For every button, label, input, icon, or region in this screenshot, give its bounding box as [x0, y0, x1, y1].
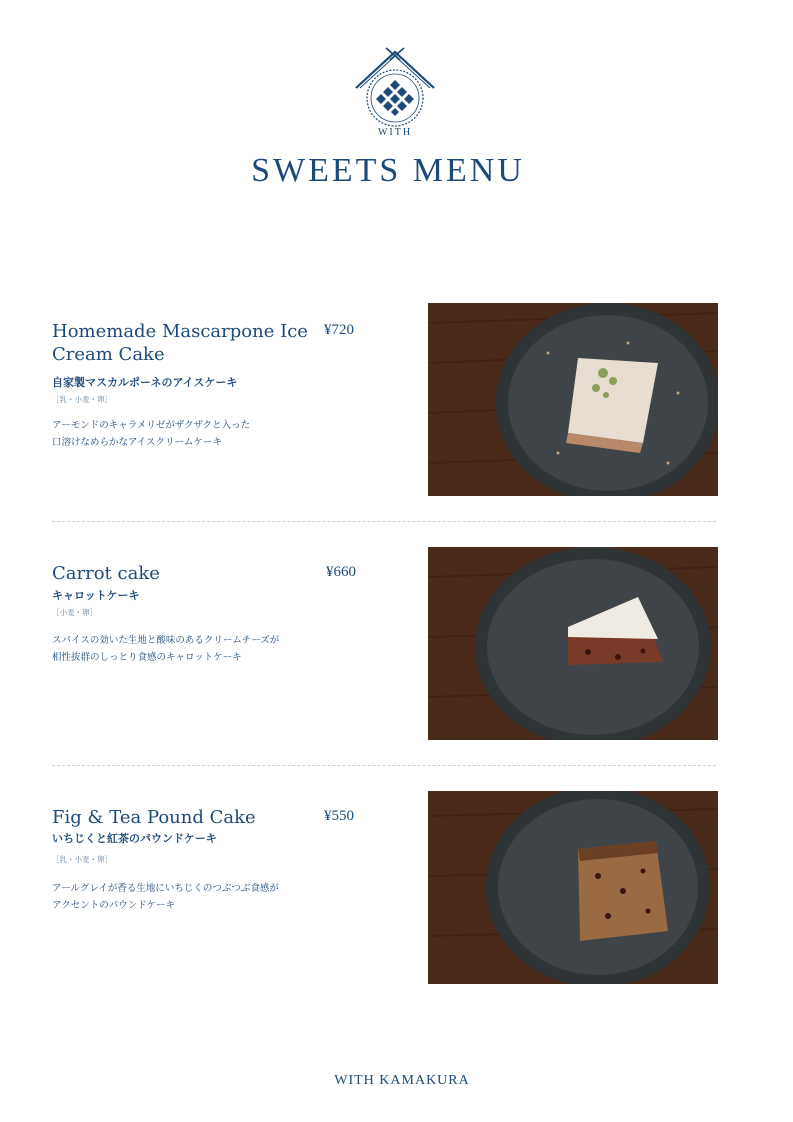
- carrot-cake-photo: [428, 547, 718, 740]
- pound-cake-photo: [428, 791, 718, 984]
- item-allergens: ［乳・小麦・卵］: [52, 395, 112, 404]
- item-name-ja: キャロットケーキ: [52, 589, 140, 602]
- item-name-en: Fig & Tea Pound Cake: [52, 807, 256, 828]
- page-title: SWEETS MENU: [251, 152, 525, 189]
- item-description: スパイスの効いた生地と酸味のあるクリームチーズが 相性抜群のしっとり食感のキャロットケーキ: [52, 635, 280, 663]
- item-name-ja: 自家製マスカルポーネのアイスケーキ: [52, 376, 238, 389]
- item-price: ¥720: [324, 322, 354, 338]
- ice-cream-cake-photo: [428, 303, 718, 496]
- item-allergens: ［乳・小麦・卵］: [52, 855, 112, 864]
- item-description: アーモンドのキャラメリゼがザクザクと入った 口溶けなめらかなアイスクリームケーキ: [52, 420, 251, 448]
- item-price: ¥660: [326, 564, 356, 580]
- item-description: アールグレイが香る生地にいちじくのつぶつぶ食感が アクセントのパウンドケーキ: [52, 883, 279, 911]
- footer-brand: WITH KAMAKURA: [334, 1073, 470, 1088]
- item-name-ja: いちじくと紅茶のパウンドケーキ: [52, 832, 217, 845]
- divider: [52, 765, 716, 766]
- item-name-en: Homemade Mascarpone Ice Cream Cake: [52, 321, 308, 365]
- item-allergens: ［小麦・卵］: [52, 608, 97, 617]
- item-price: ¥550: [324, 808, 354, 824]
- divider: [52, 521, 716, 522]
- logo-wordmark: WITH: [377, 127, 413, 138]
- item-name-en: Carrot cake: [52, 563, 160, 584]
